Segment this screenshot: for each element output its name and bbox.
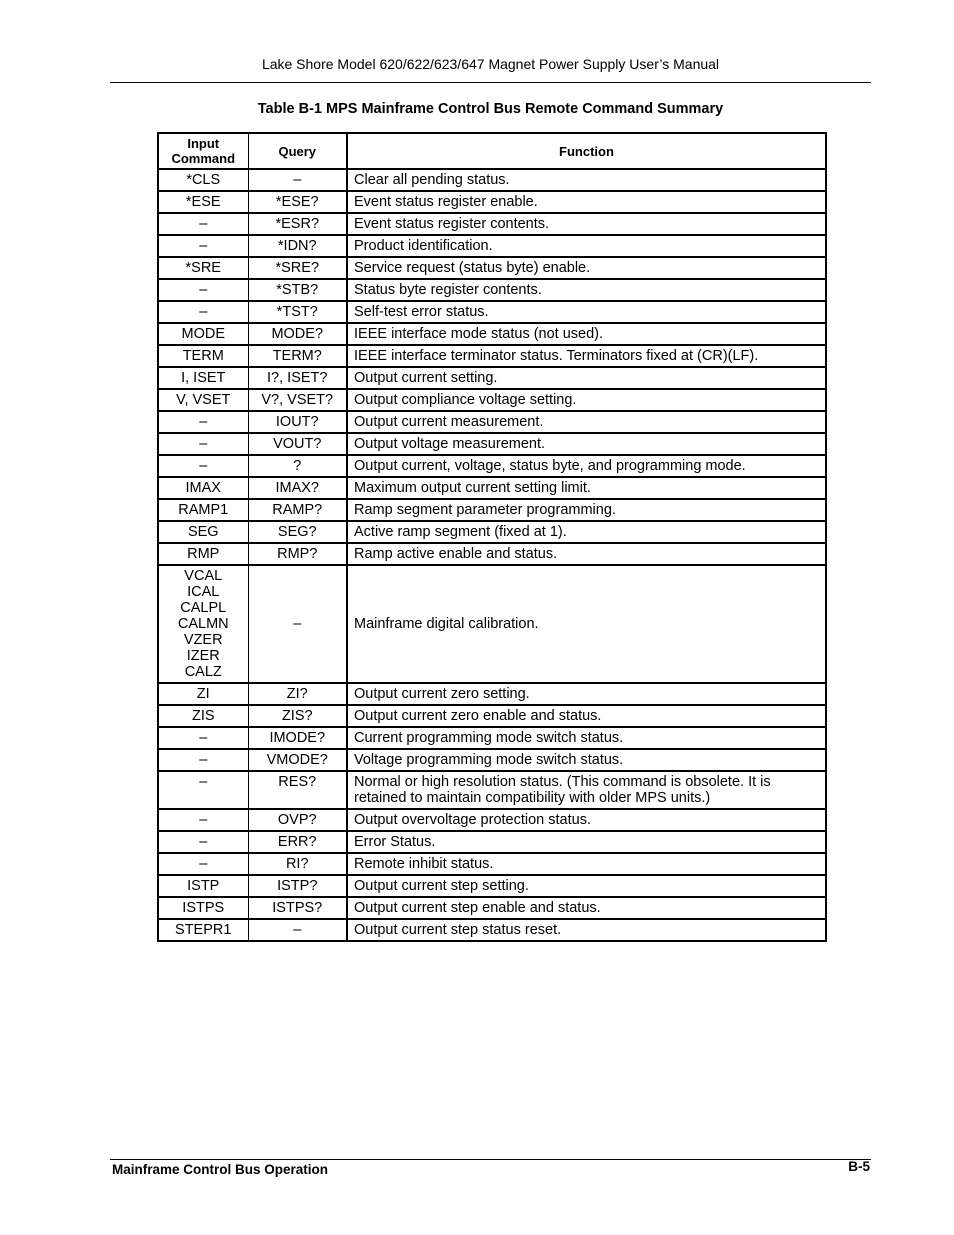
table-row: [158, 257, 826, 279]
table-row: [158, 411, 826, 433]
column-header-input-command: Input Command: [158, 133, 248, 169]
table-row: [158, 543, 826, 565]
table-row: [158, 433, 826, 455]
table-row: [158, 683, 826, 705]
cell-function: Output current measurement.: [347, 411, 826, 433]
table-row: [158, 389, 826, 411]
cell-query: SEG?: [248, 521, 347, 543]
table-row: [158, 477, 826, 499]
cell-input-command: –: [158, 235, 248, 257]
cell-function: Output current zero setting.: [347, 683, 826, 705]
cell-input-command: STEPR1: [158, 919, 248, 941]
cell-function: IEEE interface mode status (not used).: [347, 323, 826, 345]
cell-function: Active ramp segment (fixed at 1).: [347, 521, 826, 543]
table-row: [158, 771, 826, 809]
cell-input-command: –: [158, 727, 248, 749]
cell-query: OVP?: [248, 809, 347, 831]
cell-function: Mainframe digital calibration.: [347, 565, 826, 683]
cell-function: Output current zero enable and status.: [347, 705, 826, 727]
table-row: [158, 853, 826, 875]
table-row: [158, 367, 826, 389]
cell-function: Service request (status byte) enable.: [347, 257, 826, 279]
cell-input-command: IMAX: [158, 477, 248, 499]
cell-query: ISTP?: [248, 875, 347, 897]
cell-input-command: V, VSET: [158, 389, 248, 411]
cell-query: ERR?: [248, 831, 347, 853]
cell-input-command: –: [158, 279, 248, 301]
cell-input-command: ISTP: [158, 875, 248, 897]
cell-query: V?, VSET?: [248, 389, 347, 411]
cell-input-command: I, ISET: [158, 367, 248, 389]
cell-function: Error Status.: [347, 831, 826, 853]
cell-query: *STB?: [248, 279, 347, 301]
cell-input-command: –: [158, 771, 248, 809]
table-row: [158, 323, 826, 345]
cell-query: *ESR?: [248, 213, 347, 235]
footer-section-title: Mainframe Control Bus Operation: [112, 1162, 329, 1177]
cell-function: Output current, voltage, status byte, and programming mode.: [347, 455, 826, 477]
table-row: [158, 213, 826, 235]
cell-input-command: –: [158, 809, 248, 831]
cell-query: RMP?: [248, 543, 347, 565]
table-row: [158, 301, 826, 323]
cell-function: Maximum output current setting limit.: [347, 477, 826, 499]
cell-query: RI?: [248, 853, 347, 875]
cell-query: VOUT?: [248, 433, 347, 455]
column-header-query: Query: [248, 133, 347, 169]
table-row: [158, 831, 826, 853]
table-row: [158, 169, 826, 191]
cell-query: IOUT?: [248, 411, 347, 433]
cell-function: Status byte register contents.: [347, 279, 826, 301]
cell-query: IMAX?: [248, 477, 347, 499]
cell-input-command: –: [158, 411, 248, 433]
cell-input-command: –: [158, 213, 248, 235]
cell-input-command: –: [158, 853, 248, 875]
cell-query: *TST?: [248, 301, 347, 323]
cell-input-command: ISTPS: [158, 897, 248, 919]
running-header: Lake Shore Model 620/622/623/647 Magnet Power Supply User’s Manual: [261, 56, 720, 72]
cell-function: Output current step status reset.: [347, 919, 826, 941]
table-row: [158, 345, 826, 367]
cell-input-command: VCAL ICAL CALPL CALMN VZER IZER CALZ: [158, 565, 248, 683]
table-row: [158, 521, 826, 543]
cell-input-command: –: [158, 455, 248, 477]
cell-query: RAMP?: [248, 499, 347, 521]
cell-query: ISTPS?: [248, 897, 347, 919]
cell-function: Remote inhibit status.: [347, 853, 826, 875]
cell-input-command: MODE: [158, 323, 248, 345]
cell-function: IEEE interface terminator status. Terminators fixed at (CR)(LF).: [347, 345, 826, 367]
cell-function: Self-test error status.: [347, 301, 826, 323]
cell-input-command: SEG: [158, 521, 248, 543]
cell-function: Normal or high resolution status. (This command is obsolete. It is retained to maintain compatibility with older MPS units.): [347, 771, 826, 809]
cell-input-command: *CLS: [158, 169, 248, 191]
header-divider: [110, 82, 871, 83]
cell-query: ZI?: [248, 683, 347, 705]
cell-input-command: *ESE: [158, 191, 248, 213]
cell-function: Product identification.: [347, 235, 826, 257]
cell-input-command: –: [158, 831, 248, 853]
cell-query: TERM?: [248, 345, 347, 367]
table-row: [158, 191, 826, 213]
cell-query: I?, ISET?: [248, 367, 347, 389]
command-summary-table: [157, 132, 827, 942]
cell-input-command: –: [158, 433, 248, 455]
cell-query: –: [248, 919, 347, 941]
cell-query: IMODE?: [248, 727, 347, 749]
cell-function: Ramp segment parameter programming.: [347, 499, 826, 521]
cell-input-command: RAMP1: [158, 499, 248, 521]
cell-query: –: [248, 169, 347, 191]
table-row: [158, 499, 826, 521]
table-title: Table B-1 MPS Mainframe Control Bus Remote Command Summary: [257, 101, 724, 117]
table-row: [158, 809, 826, 831]
table-header-row: [158, 133, 826, 169]
column-header-function: Function: [347, 133, 826, 169]
cell-query: *SRE?: [248, 257, 347, 279]
cell-function: Output compliance voltage setting.: [347, 389, 826, 411]
table-row: [158, 897, 826, 919]
cell-function: Clear all pending status.: [347, 169, 826, 191]
cell-query: –: [248, 565, 347, 683]
cell-query: ?: [248, 455, 347, 477]
table-row: [158, 727, 826, 749]
cell-function: Event status register contents.: [347, 213, 826, 235]
cell-query: *ESE?: [248, 191, 347, 213]
cell-input-command: TERM: [158, 345, 248, 367]
cell-function: Output current step enable and status.: [347, 897, 826, 919]
cell-query: ZIS?: [248, 705, 347, 727]
cell-query: RES?: [248, 771, 347, 809]
cell-input-command: –: [158, 749, 248, 771]
cell-function: Ramp active enable and status.: [347, 543, 826, 565]
cell-function: Output current setting.: [347, 367, 826, 389]
cell-function: Current programming mode switch status.: [347, 727, 826, 749]
cell-function: Output current step setting.: [347, 875, 826, 897]
cell-input-command: –: [158, 301, 248, 323]
cell-query: VMODE?: [248, 749, 347, 771]
cell-function: Output voltage measurement.: [347, 433, 826, 455]
cell-input-command: *SRE: [158, 257, 248, 279]
page-number: B-5: [848, 1159, 870, 1174]
cell-function: Voltage programming mode switch status.: [347, 749, 826, 771]
table-row: [158, 235, 826, 257]
footer-divider: [110, 1159, 871, 1160]
cell-input-command: ZIS: [158, 705, 248, 727]
table-row: [158, 919, 826, 941]
table-row: [158, 875, 826, 897]
cell-function: Output overvoltage protection status.: [347, 809, 826, 831]
cell-input-command: ZI: [158, 683, 248, 705]
table-row: [158, 705, 826, 727]
table-body: [158, 169, 826, 941]
table-row: [158, 455, 826, 477]
table-row: [158, 279, 826, 301]
cell-query: MODE?: [248, 323, 347, 345]
table-row: [158, 749, 826, 771]
cell-function: Event status register enable.: [347, 191, 826, 213]
table-row: [158, 565, 826, 683]
cell-query: *IDN?: [248, 235, 347, 257]
cell-input-command: RMP: [158, 543, 248, 565]
